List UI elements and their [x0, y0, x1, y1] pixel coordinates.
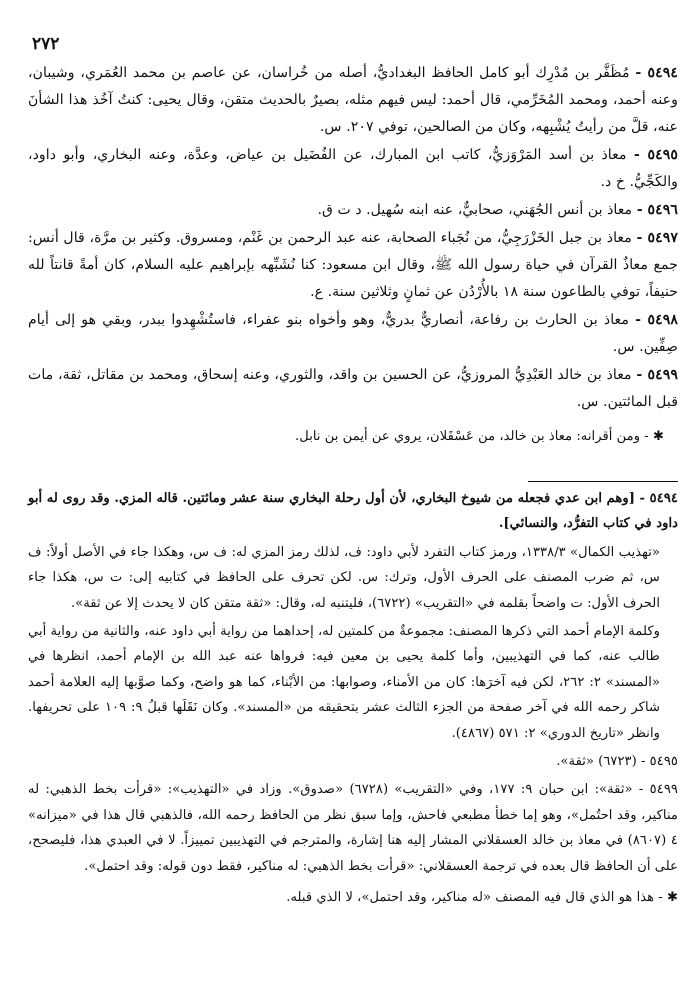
peers-note: ✱ - ومن أقرانه: معاذ بن خالد، من عَسْقَلان، يروي عن أيمن بن نابل.: [295, 429, 664, 444]
entry-5496: [28, 197, 678, 224]
entry-text: معاذ بن أنس الجُهَني، صحابيٌّ، عنه ابنه سُهيل. د ت ق.: [317, 202, 633, 218]
entry-text: معاذ بن جبل الخَزْرَجِيُّ، من نُجَباء الصحابة، عنه عبد الرحمن بن غَنْم، ومسروق. وكثير بن مرَّة، قال أنس: جمع معاذٌ القرآن في حياة رسول الله ﷺ، وقال ابن مسعود: كنا نُشَبِّهه بإبراهيم عليه السلام، كان أمةً قانتاً لله حنيفاً، توفي بالطاعون سنة ١٨ بالأُرْدُن عن ثمانٍ وثلاثين سنة. ع.: [28, 230, 678, 300]
entry-5495: [28, 142, 678, 196]
footnotes: [28, 486, 678, 914]
footnote-separator: [528, 481, 678, 482]
entry-text: معاذ بن خالد العَبْدِيُّ المروزيُّ، عن الحسين بن واقد، والثوري، وعنه إسحاق، ومحمد بن مقاتل، ثقة، مات قبل المائتين. س.: [28, 367, 678, 410]
footnote-5494: ٥٤٩٤ - [وهم ابن عدي فجعله من شيوخ البخاري، لأن أول رحلة البخاري سنة عشر ومائتين. قاله المزي. وقد روى له أبو داود في كتاب التفرُّد، والنسائي].: [28, 491, 678, 532]
footnote-paragraph: وكلمة الإمام أحمد التي ذكرها المصنف: مجموعةٌ من كلمتين له، إحداهما من رواية أبي داود عنه، والثانية من رواية أبي طالب عنه، كما في التهذيبين، وأما كلمة يحيى بن معين فيه: فرواها عنه عبد الله بن الإمام أحمد، انظرها في «المسند» ٢: ٢٦٢، لكن فيه آخرَها: كان من الأمناء، وصوابها: من الأبْناء، كما هو واضح، وكما صوَّبها إليه العلامة أحمد شاكر رحمه الله في آخر صفحة من الجزء الثالث عشر بتحقيقه من «المسند». وكان نَقَلَها قبلُ ٩: ١٠٩ على تحريفها. وانظر «تاريخ الدوري» ٢: ٥٧١ (٤٨٦٧).: [28, 624, 661, 741]
page-number: ٢٧٢: [32, 34, 60, 54]
entry-5498: [28, 307, 678, 361]
entry-number: ٥٤٩٩ -: [636, 367, 678, 383]
entry-5497: [28, 225, 678, 306]
entry-number: ٥٤٩٥ -: [633, 147, 679, 163]
footnote-final: ✱ - هذا هو الذي قال فيه المصنف «له مناكير، وقد احتمل»، لا الذي قبله.: [286, 890, 678, 906]
entry-number: ٥٤٩٧ -: [636, 230, 679, 246]
entry-text: مُظَفَّر بن مُدْرِك أبو كامل الحافظ البغداديُّ، أصله من خُراسان، عن عاصم بن محمد العُمَري، وشيبان، وعنه أحمد، ومحمد المُخَرِّمي، قال أحمد: ليس فيهم مثله، بصيرٌ بالحديث متقن، وقال يحيى: كنتُ آخُذ هذا الشأنَ عنه، قلَّ من رأيتُ يُشْبِهه، وكان من الصالحين، توفي ٢٠٧. س.: [28, 65, 678, 135]
entry-text: معاذ بن أسد المَرْوَزيُّ، كاتب ابن المبارك، عن الفُضَيل بن عياض، وعدَّة، وعنه البخاري، وأبو داود، والكَجِّيُّ. خ د.: [28, 147, 678, 190]
entry-number: ٥٤٩٤ -: [635, 65, 679, 81]
entry-5494: [28, 60, 678, 141]
main-text: [28, 60, 678, 462]
entry-5499: [28, 362, 678, 416]
footnote-5499: ٥٤٩٩ - «ثقة»: ابن حبان ٩: ١٧٧، وفي «التقريب» (٦٧٢٨) «صدوق». وزاد في «التهذيب»: «قرأت بخط الذهبي: له مناكير، وقد احتُمل»، وهو إما خطأ مطبعي فاحش، وإما سبق نظر من الحافظ رحمه الله، فالذهبي قال هذا في «ميزانه» ٤ (٨٦٠٧) في معاذ بن خالد العسقلاني المشار إليه هنا إشارة، والمترجم في التهذيبين تمييزاً. لا في العبدي هذا، فليصحح، على أن الحافظ قال بعده في ترجمة العسقلاني: «قرأت بخط الذهبي: له مناكير، فقط دون قوله: وقد احتمل».: [28, 782, 678, 874]
entry-number: ٥٤٩٦ -: [636, 202, 678, 218]
entry-text: معاذ بن الحارث بن رفاعة، أنصاريٌّ بدريٌّ، وهو وأخواه بنو عفراء، فاستُشْهِدوا ببدر، وبقي هو إلى أيام صِفِّين. س.: [28, 312, 678, 355]
footnote-5495: ٥٤٩٥ - (٦٧٢٣) «ثقة».: [556, 754, 678, 770]
footnote-paragraph: «تهذيب الكمال» ١٣٣٨/٣، ورمز كتاب التفرد لأبي داود: ف، لذلك رمز المزي له: ف س، وهكذا جاء في الأصل أولاً: ف س، ثم ضرب المصنف على الحرف الأول، وترك: س. لكن تحرف على الحافظ في كتابيه إلى: ت س، هكذا جاء الحرف الأول: ت واضحاً بقلمه في «التقريب» (٦٧٢٢)، فليتنبه له، وقال: «ثقة متقن كان لا يحدث إلا عن ثقة».: [28, 544, 660, 611]
entry-number: ٥٤٩٨ -: [635, 312, 679, 328]
